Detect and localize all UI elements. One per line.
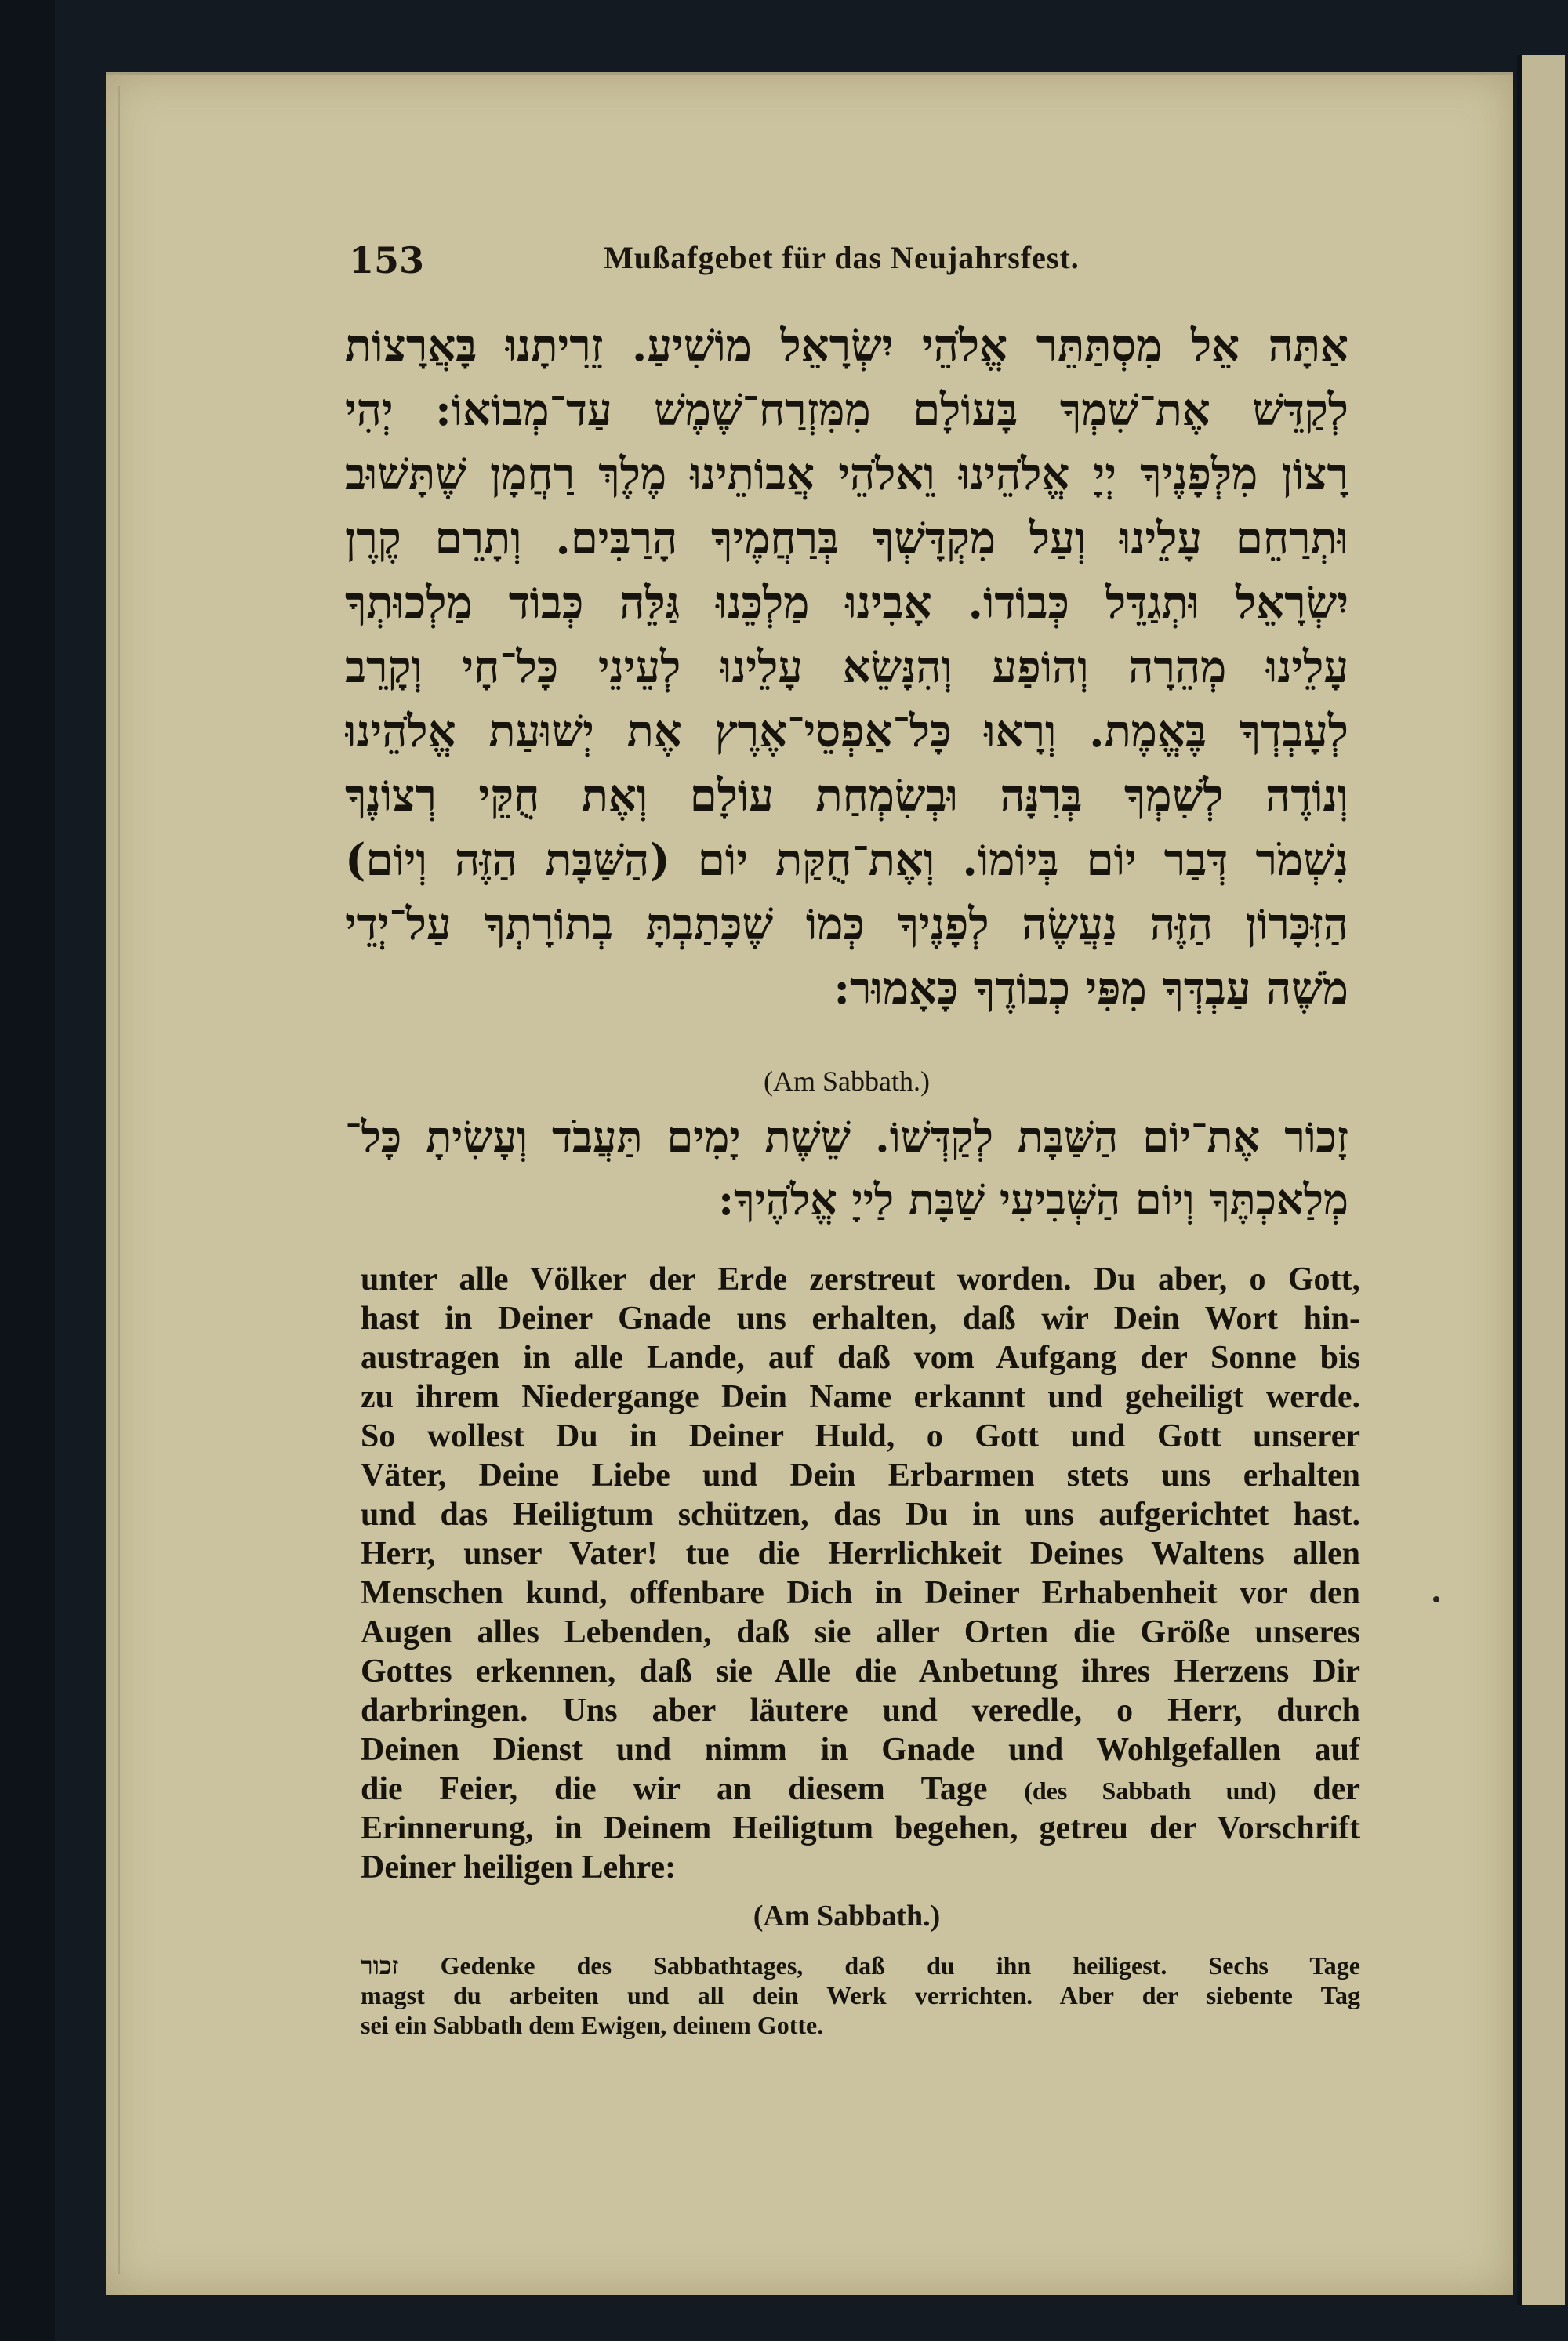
german-line: Gottes erkennen, daß sie Alle die Anbetung ihres Herzens Dir bbox=[361, 1653, 1360, 1690]
hebrew-cue-word: זכור bbox=[361, 1951, 399, 1980]
german-line bbox=[361, 1769, 1360, 1809]
german-line: Menschen kund, offenbare Dich in Deiner Erhabenheit vor den bbox=[361, 1575, 1360, 1611]
german-line: sei ein Sabbath dem Ewigen, deinem Gotte. bbox=[361, 2011, 824, 2039]
hebrew-line: זָכוֹר אֶת־יוֹם הַשַּׁבָּת לְקַדְּשׁוֹ. שֵׁשֶׁת יָמִים תַּעֲבֹד וְעָשִׂיתָ כָּל־ bbox=[345, 1112, 1348, 1162]
german-line: und das Heiligtum schützen, das Du in uns aufgerichtet hast. bbox=[361, 1497, 1360, 1533]
german-text: Gedenke des Sabbathtages, daß du ihn heiligest. Sechs Tage bbox=[440, 1951, 1360, 1980]
german-line: darbringen. Uns aber läutere und veredle, o Herr, durch bbox=[361, 1693, 1360, 1729]
hebrew-line: לְעָבְדְךָ בֶּאֱמֶת. וְרָאוּ כָּל־אַפְסֵי־אֶרֶץ אֶת יְשׁוּעַת אֱלֹהֵינוּ bbox=[345, 706, 1348, 757]
german-line: Deinen Dienst und nimm in Gnade und Wohlgefallen auf bbox=[361, 1732, 1360, 1768]
page-edge-top bbox=[106, 72, 1513, 75]
next-page-edge bbox=[1517, 55, 1565, 2305]
hebrew-line: וְנוֹדֶה לְשִׁמְךָ בְּרִנָּה וּבְשִׂמְחַת עוֹלָם וְאֶת חֻקֵּי רְצוֹנֶךָ bbox=[345, 770, 1348, 822]
german-line: Erinnerung, in Deinem Heiligtum begehen, getreu der Vorschrift bbox=[361, 1810, 1360, 1846]
german-line: Väter, Deine Liebe und Dein Erbarmen stets uns erhalten bbox=[361, 1457, 1360, 1494]
margin-mark bbox=[1433, 1596, 1439, 1602]
german-line: unter alle Völker der Erde zerstreut worden. Du aber, o Gott, bbox=[361, 1261, 1360, 1298]
german-line: hast in Deiner Gnade uns erhalten, daß wir Dein Wort hin- bbox=[361, 1301, 1360, 1337]
hebrew-line: מְלַאכְתֶּךָ וְיוֹם הַשְּׁבִיעִי שַׁבָּת לַייָ אֱלֹהֶיךָ: bbox=[718, 1174, 1348, 1225]
hebrew-line: לְקַדֵּשׁ אֶת־שִׁמְךָ בָּעוֹלָם מִמִּזְרַח־שֶׁמֶשׁ עַד־מְבוֹאוֹ: יְהִי bbox=[345, 384, 1348, 436]
hebrew-line: אַתָּה אֵל מִסְתַּתֵּר אֱלֹהֵי יִשְׂרָאֵל מוֹשִׁיעַ. זֵרִיתָנוּ בָּאֲרָצוֹת bbox=[345, 320, 1348, 372]
hebrew-line: רָצוֹן מִלְּפָנֶיךָ יְיָ אֱלֹהֵינוּ וֵאלֹהֵי אֲבוֹתֵינוּ מֶלֶךְ רַחֲמָן שֶׁתָּשׁוּב bbox=[345, 448, 1348, 500]
sabbath-insert: (des Sabbath und) bbox=[1024, 1777, 1276, 1805]
hebrew-line: עָלֵינוּ מְהֵרָה וְהוֹפַע וְהִנָּשֵׂא עָלֵינוּ לְעֵינֵי כָּל־חָי וְקָרֵב bbox=[345, 641, 1348, 693]
german-line: magst du arbeiten und all dein Werk verrichten. Aber der siebente Tag bbox=[361, 1981, 1360, 2009]
german-text: der bbox=[1312, 1771, 1360, 1807]
german-sabbath-text bbox=[361, 1951, 1360, 2040]
german-line: austragen in alle Lande, auf daß vom Aufgang der Sonne bis bbox=[361, 1340, 1360, 1376]
hebrew-prayer-text bbox=[345, 314, 1348, 1021]
german-line: So wollest Du in Deiner Huld, o Gott und Gott unserer bbox=[361, 1418, 1360, 1454]
hebrew-line: נִשְׁמֹר דְּבַר יוֹם בְּיוֹמוֹ. וְאֶת־חֻקַּת יוֹם (הַשַּׁבָּת הַזֶּה וְיוֹם) bbox=[345, 834, 1348, 886]
hebrew-line: יִשְׂרָאֵל וּתְגַדֵּל כְּבוֹדוֹ. אָבִינוּ מַלְכֵּנוּ גַּלֵּה כְּבוֹד מַלְכוּתְךָ bbox=[345, 577, 1348, 629]
hebrew-sabbath-text bbox=[345, 1105, 1348, 1231]
page-number: 153 bbox=[349, 239, 425, 281]
german-translation bbox=[361, 1260, 1360, 1887]
german-line: zu ihrem Niedergange Dein Name erkannt und geheiligt werde. bbox=[361, 1379, 1360, 1415]
hebrew-line: וּתְרַחֵם עָלֵינוּ וְעַל מִקְדָּשְׁךָ בְּרַחֲמֶיךָ הָרַבִּים. וְתָרֵם קֶרֶן bbox=[345, 513, 1348, 564]
german-line: Deiner heiligen Lehre: bbox=[361, 1849, 677, 1886]
german-line: Augen alles Lebenden, daß sie aller Orten die Größe unseres bbox=[361, 1614, 1360, 1650]
page-edge-left bbox=[118, 86, 120, 2274]
german-sabbath-label: (Am Sabbath.) bbox=[753, 1900, 941, 1933]
hebrew-sabbath-label: (Am Sabbath.) bbox=[764, 1065, 930, 1097]
hebrew-line: הַזִּכָּרוֹן הַזֶּה נַעֲשֶׂה לְפָנֶיךָ כְּמוֹ שֶׁכָּתַבְתָּ בְתוֹרָתְךָ עַל־יְדֵי bbox=[345, 898, 1348, 950]
german-text: die Feier, die wir an diesem Tage bbox=[361, 1771, 988, 1807]
running-title: Mußafgebet für das Neujahrsfest. bbox=[604, 240, 1080, 275]
german-line: Herr, unser Vater! tue die Herrlichkeit Deines Waltens allen bbox=[361, 1536, 1360, 1572]
book-cover-left bbox=[0, 0, 55, 2341]
german-line bbox=[361, 1951, 1360, 1980]
hebrew-line: מֹשֶׁה עַבְדְּךָ מִפִּי כְבוֹדֶךָ כָּאָמוּר: bbox=[833, 963, 1348, 1014]
